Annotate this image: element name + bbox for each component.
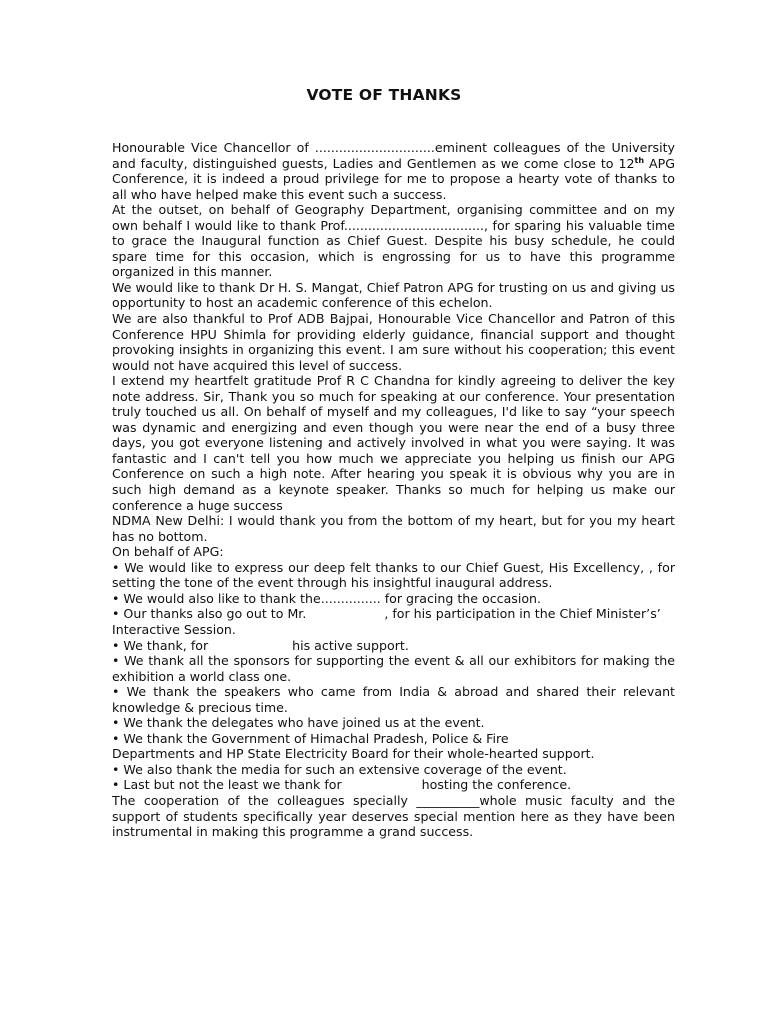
bullet-media: • We also thank the media for such an extensive coverage of the event. [112,761,567,777]
paragraph-opening: Honourable Vice Chancellor of ..............................eminent colleagues of the University and faculty, distinguished guests, Ladies and Gentlemen as we come close to 12th APG Conference, it is indeed a proud privilege for me to propose a hearty vote of thanks to all who have helped make this event such a success. [112,140,675,202]
paragraph-cooperation: The cooperation of the colleagues specially __________whole music faculty and the support of students specifically year deserves special mention here as they have been instrumental in making this programme a grand success. [112,792,675,840]
paragraph-on-behalf: On behalf of APG: [112,544,224,560]
bullet-mr-participation: • Our thanks also go out to Mr. , for his participation in the Chief Minister’s’ [112,606,661,622]
bullet-delegates: • We thank the delegates who have joined us at the event. [112,715,485,731]
bullet-chief-guest: • We would like to express our deep felt thanks to our Chief Guest, His Excellency, , for setting the tone of the event through his insightful inaugural address. [112,559,675,591]
bullet-interactive-session: Interactive Session. [112,621,236,637]
document-title: VOTE OF THANKS [306,86,462,104]
document-body [112,140,675,840]
paragraph-outset: At the outset, on behalf of Geography Department, organising committee and on my own behalf I would like to thank Prof..................................., for sparing his valuable time to grace the Inaugural function as Chief Guest. Despite his busy schedule, he could spare time for this occasion, which is engrossing for us to have this programme organized in this manner. [112,202,675,280]
ordinal-superscript: th [634,155,645,165]
bullet-active-support: • We thank, for his active support. [112,637,409,653]
bullet-government: • We thank the Government of Himachal Pradesh, Police & Fire [112,730,509,746]
bullet-speakers: • We thank the speakers who came from India & abroad and shared their relevant knowledge & precious time. [112,684,675,715]
paragraph-keynote: I extend my heartfelt gratitude Prof R C Chandna for kindly agreeing to deliver the key note address. Sir, Thank you so much for speaking at our conference. Your presentation truly touched us all. On behalf of myself and my colleagues, I'd like to say “your speech was dynamic and energizing and even though you were near the end of a busy three days, you got everyone listening and actively involved in what you were saying. It was fantastic and I can't tell you how much we appreciate you helping us finish our APG Conference on such a high note. After hearing you speak it is obvious why you are in such high demand as a keynote speaker. Thanks so much for helping us make our conference a huge success [112,373,675,513]
bullet-sponsors: • We thank all the sponsors for supporting the event & all our exhibitors for making the exhibition a world class one. [112,653,675,684]
bullet-hosting: • Last but not the least we thank for hosting the conference. [112,777,572,793]
bullet-departments: Departments and HP State Electricity Board for their whole-hearted support. [112,746,595,762]
paragraph-ndma: NDMA New Delhi: I would thank you from the bottom of my heart, but for you my heart has no bottom. [112,513,675,544]
bullet-gracing: • We would also like to thank the............... for gracing the occasion. [112,590,542,606]
paragraph-vice-chancellor: We are also thankful to Prof ADB Bajpai, Honourable Vice Chancellor and Patron of this Conference HPU Shimla for providing elderly guidance, financial support and thought provoking insights in organizing this event. I am sure without his cooperation; this event would not have acquired this level of success. [112,311,675,373]
paragraph-chief-patron: We would like to thank Dr H. S. Mangat, Chief Patron APG for trusting on us and giving us opportunity to host an academic conference of this echelon. [112,279,675,311]
